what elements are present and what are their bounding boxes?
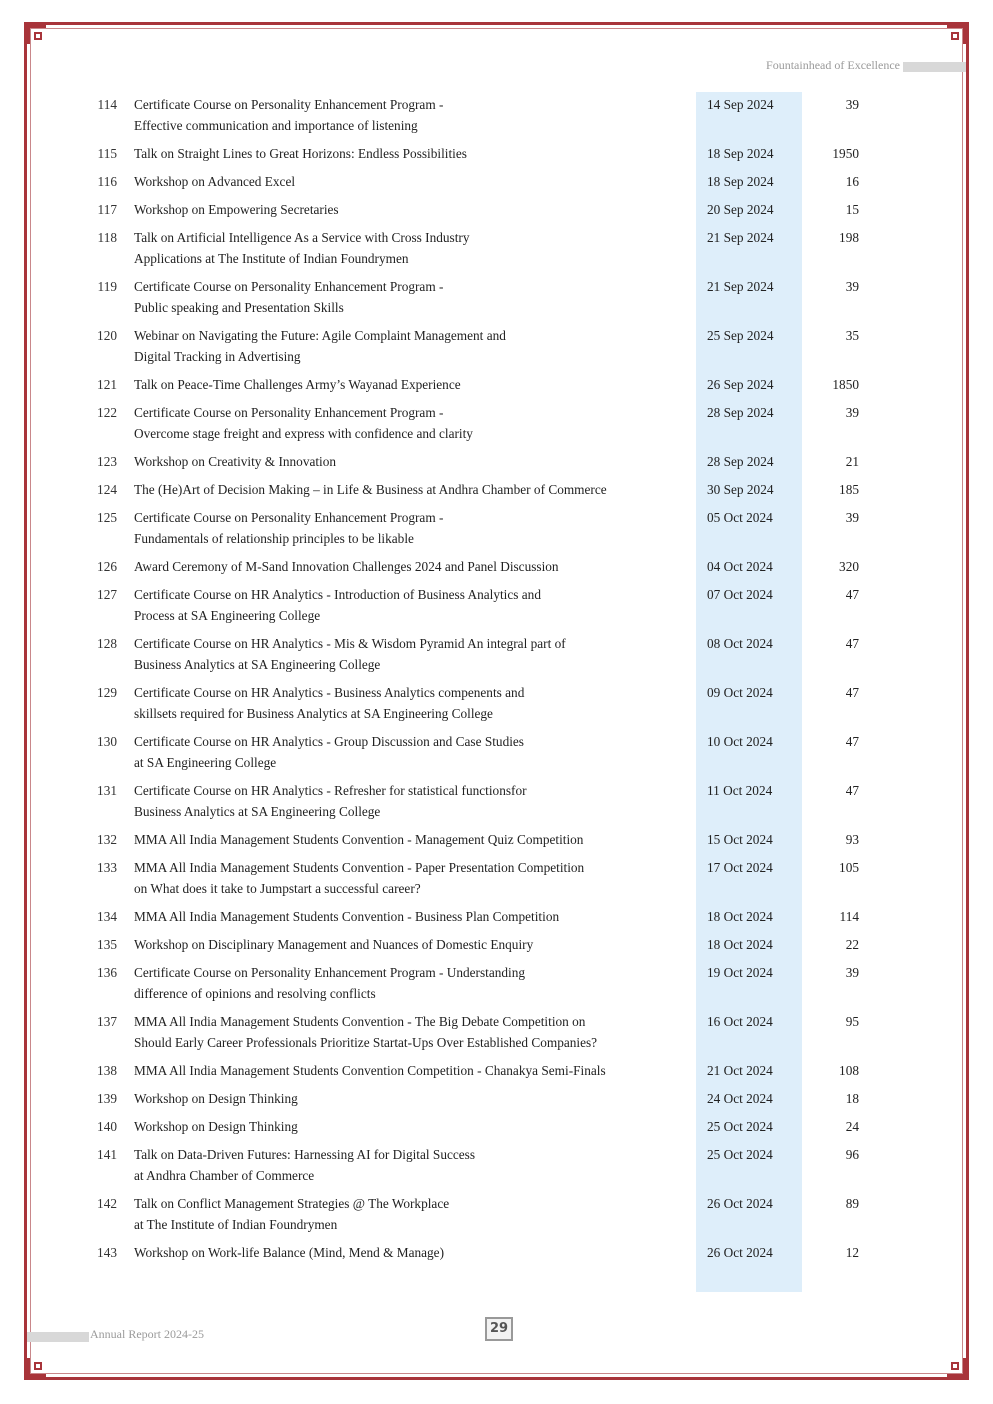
row-number: 133 bbox=[97, 860, 117, 875]
events-table bbox=[0, 94, 993, 1270]
row-number: 114 bbox=[97, 97, 117, 112]
row-count: 35 bbox=[845, 328, 859, 343]
row-number: 132 bbox=[97, 832, 117, 847]
table-row bbox=[0, 906, 993, 934]
row-title: Certificate Course on Personality Enhancement Program - Fundamentals of relationship principles to be likable bbox=[134, 510, 444, 546]
row-title: Workshop on Advanced Excel bbox=[134, 174, 296, 189]
row-date: 17 Oct 2024 bbox=[707, 860, 773, 875]
table-row bbox=[0, 374, 993, 402]
row-title: MMA All India Management Students Convention - The Big Debate Competition on Should Early Career Professionals Prioritize Startat-Ups Over Established Companies? bbox=[134, 1014, 598, 1050]
table-row bbox=[0, 1144, 993, 1193]
row-date: 30 Sep 2024 bbox=[707, 482, 774, 497]
row-title: Certificate Course on Personality Enhancement Program - Overcome stage freight and express with confidence and clarity bbox=[134, 405, 473, 441]
row-count: 47 bbox=[845, 685, 859, 700]
row-date: 08 Oct 2024 bbox=[707, 636, 773, 651]
table-row bbox=[0, 682, 993, 731]
row-title: Talk on Straight Lines to Great Horizons: Endless Possibilities bbox=[134, 146, 467, 161]
row-number: 124 bbox=[97, 482, 117, 497]
row-date: 18 Sep 2024 bbox=[707, 146, 774, 161]
row-date: 18 Oct 2024 bbox=[707, 937, 773, 952]
row-count: 21 bbox=[845, 454, 859, 469]
row-date: 05 Oct 2024 bbox=[707, 510, 773, 525]
row-date: 28 Sep 2024 bbox=[707, 405, 774, 420]
row-title: Certificate Course on HR Analytics - Business Analytics compenents and skillsets required for Business Analytics at SA Engineering College bbox=[134, 685, 525, 721]
header-tagline: Fountainhead of Excellence bbox=[766, 58, 900, 72]
row-title: Certificate Course on HR Analytics - Introduction of Business Analytics and Process at SA Engineering College bbox=[134, 587, 541, 623]
row-date: 18 Oct 2024 bbox=[707, 909, 773, 924]
row-title: Workshop on Empowering Secretaries bbox=[134, 202, 339, 217]
table-row bbox=[0, 94, 993, 143]
row-count: 15 bbox=[845, 202, 859, 217]
table-row bbox=[0, 857, 993, 906]
row-count: 114 bbox=[839, 909, 859, 924]
corner-ornament-icon bbox=[943, 1354, 969, 1380]
row-number: 116 bbox=[97, 174, 117, 189]
row-date: 20 Sep 2024 bbox=[707, 202, 774, 217]
row-date: 26 Oct 2024 bbox=[707, 1245, 773, 1260]
table-row bbox=[0, 962, 993, 1011]
row-title: Talk on Data-Driven Futures: Harnessing AI for Digital Success at Andhra Chamber of Commerce bbox=[134, 1147, 476, 1183]
row-count: 95 bbox=[845, 1014, 859, 1029]
row-date: 18 Sep 2024 bbox=[707, 174, 774, 189]
row-title: Certificate Course on HR Analytics - Group Discussion and Case Studies at SA Engineering College bbox=[134, 734, 524, 770]
row-count: 39 bbox=[845, 97, 859, 112]
corner-ornament-icon bbox=[24, 1354, 50, 1380]
row-count: 18 bbox=[845, 1091, 859, 1106]
row-date: 11 Oct 2024 bbox=[707, 783, 773, 798]
row-number: 115 bbox=[97, 146, 117, 161]
table-row bbox=[0, 1011, 993, 1060]
row-date: 21 Sep 2024 bbox=[707, 279, 774, 294]
row-date: 21 Oct 2024 bbox=[707, 1063, 773, 1078]
row-number: 138 bbox=[97, 1063, 117, 1078]
row-count: 96 bbox=[845, 1147, 859, 1162]
row-count: 47 bbox=[845, 636, 859, 651]
row-number: 130 bbox=[97, 734, 117, 749]
row-title: Workshop on Design Thinking bbox=[134, 1091, 298, 1106]
row-number: 128 bbox=[97, 636, 117, 651]
row-title: Workshop on Creativity & Innovation bbox=[134, 454, 337, 469]
table-row bbox=[0, 633, 993, 682]
table-row bbox=[0, 479, 993, 507]
row-count: 320 bbox=[839, 559, 859, 574]
row-title: Award Ceremony of M-Sand Innovation Challenges 2024 and Panel Discussion bbox=[134, 559, 559, 574]
header-accent-bar bbox=[903, 62, 966, 72]
row-title: Workshop on Work-life Balance (Mind, Mend & Manage) bbox=[134, 1245, 445, 1260]
footer-accent-bar bbox=[27, 1332, 89, 1342]
row-date: 26 Oct 2024 bbox=[707, 1196, 773, 1211]
row-number: 134 bbox=[97, 909, 117, 924]
table-row bbox=[0, 934, 993, 962]
table-row bbox=[0, 276, 993, 325]
row-date: 14 Sep 2024 bbox=[707, 97, 774, 112]
row-count: 1950 bbox=[832, 146, 859, 161]
row-number: 123 bbox=[97, 454, 117, 469]
row-number: 121 bbox=[97, 377, 117, 392]
row-count: 22 bbox=[845, 937, 859, 952]
row-date: 09 Oct 2024 bbox=[707, 685, 773, 700]
row-title: Workshop on Design Thinking bbox=[134, 1119, 298, 1134]
row-number: 127 bbox=[97, 587, 117, 602]
row-date: 19 Oct 2024 bbox=[707, 965, 773, 980]
row-count: 105 bbox=[839, 860, 859, 875]
row-number: 141 bbox=[97, 1147, 117, 1162]
row-date: 21 Sep 2024 bbox=[707, 230, 774, 245]
row-count: 47 bbox=[845, 734, 859, 749]
corner-ornament-icon bbox=[24, 22, 50, 48]
row-count: 12 bbox=[845, 1245, 859, 1260]
row-title: MMA All India Management Students Convention - Paper Presentation Competition on What does it take to Jumpstart a successful career? bbox=[134, 860, 585, 896]
row-number: 126 bbox=[97, 559, 117, 574]
table-row bbox=[0, 1242, 993, 1270]
row-number: 136 bbox=[97, 965, 117, 980]
row-title: Talk on Artificial Intelligence As a Service with Cross Industry Applications at The Institute of Indian Foundrymen bbox=[134, 230, 470, 266]
row-date: 25 Sep 2024 bbox=[707, 328, 774, 343]
table-row bbox=[0, 1060, 993, 1088]
row-count: 39 bbox=[845, 405, 859, 420]
row-number: 143 bbox=[97, 1245, 117, 1260]
table-row bbox=[0, 829, 993, 857]
row-date: 04 Oct 2024 bbox=[707, 559, 773, 574]
row-title: Talk on Conflict Management Strategies @ The Workplace at The Institute of Indian Foundrymen bbox=[134, 1196, 450, 1232]
row-number: 117 bbox=[97, 202, 117, 217]
table-row bbox=[0, 507, 993, 556]
table-row bbox=[0, 1193, 993, 1242]
row-count: 39 bbox=[845, 965, 859, 980]
row-number: 135 bbox=[97, 937, 117, 952]
row-title: Certificate Course on Personality Enhancement Program - Understanding difference of opinions and resolving conflicts bbox=[134, 965, 526, 1001]
row-number: 131 bbox=[97, 783, 117, 798]
row-title: The (He)Art of Decision Making – in Life & Business at Andhra Chamber of Commerce bbox=[134, 482, 607, 497]
table-row bbox=[0, 556, 993, 584]
table-row bbox=[0, 780, 993, 829]
row-number: 140 bbox=[97, 1119, 117, 1134]
row-title: Certificate Course on HR Analytics - Mis & Wisdom Pyramid An integral part of Business Analytics at SA Engineering College bbox=[134, 636, 566, 672]
row-title: MMA All India Management Students Convention - Business Plan Competition bbox=[134, 909, 560, 924]
row-number: 142 bbox=[97, 1196, 117, 1211]
row-number: 119 bbox=[97, 279, 117, 294]
table-row bbox=[0, 199, 993, 227]
row-title: Webinar on Navigating the Future: Agile Complaint Management and Digital Tracking in Advertising bbox=[134, 328, 506, 364]
row-date: 26 Sep 2024 bbox=[707, 377, 774, 392]
row-count: 108 bbox=[839, 1063, 859, 1078]
row-title: Certificate Course on Personality Enhancement Program - Public speaking and Presentation Skills bbox=[134, 279, 444, 315]
row-number: 139 bbox=[97, 1091, 117, 1106]
row-count: 89 bbox=[845, 1196, 859, 1211]
row-number: 137 bbox=[97, 1014, 117, 1029]
table-row bbox=[0, 1088, 993, 1116]
row-title: Workshop on Disciplinary Management and Nuances of Domestic Enquiry bbox=[134, 937, 534, 952]
row-date: 25 Oct 2024 bbox=[707, 1119, 773, 1134]
row-number: 129 bbox=[97, 685, 117, 700]
row-title: Certificate Course on HR Analytics - Refresher for statistical functionsfor Business Analytics at SA Engineering College bbox=[134, 783, 527, 819]
row-date: 07 Oct 2024 bbox=[707, 587, 773, 602]
row-count: 39 bbox=[845, 510, 859, 525]
row-count: 93 bbox=[845, 832, 859, 847]
row-date: 24 Oct 2024 bbox=[707, 1091, 773, 1106]
table-row bbox=[0, 451, 993, 479]
row-number: 122 bbox=[97, 405, 117, 420]
row-count: 24 bbox=[845, 1119, 859, 1134]
table-row bbox=[0, 325, 993, 374]
row-title: Talk on Peace-Time Challenges Army’s Wayanad Experience bbox=[134, 377, 461, 392]
table-row bbox=[0, 731, 993, 780]
row-date: 10 Oct 2024 bbox=[707, 734, 773, 749]
table-row bbox=[0, 402, 993, 451]
row-count: 16 bbox=[845, 174, 859, 189]
row-number: 118 bbox=[97, 230, 117, 245]
table-row bbox=[0, 227, 993, 276]
row-count: 39 bbox=[845, 279, 859, 294]
row-count: 47 bbox=[845, 783, 859, 798]
table-row bbox=[0, 1116, 993, 1144]
table-row bbox=[0, 171, 993, 199]
page-number: 29 bbox=[485, 1317, 513, 1341]
row-title: MMA All India Management Students Convention - Management Quiz Competition bbox=[134, 832, 584, 847]
row-date: 15 Oct 2024 bbox=[707, 832, 773, 847]
row-number: 125 bbox=[97, 510, 117, 525]
row-title: MMA All India Management Students Convention Competition - Chanakya Semi-Finals bbox=[134, 1063, 606, 1078]
row-count: 47 bbox=[845, 587, 859, 602]
row-number: 120 bbox=[97, 328, 117, 343]
corner-ornament-icon bbox=[943, 22, 969, 48]
row-date: 28 Sep 2024 bbox=[707, 454, 774, 469]
row-count: 185 bbox=[839, 482, 859, 497]
table-row bbox=[0, 584, 993, 633]
table-row bbox=[0, 143, 993, 171]
row-title: Certificate Course on Personality Enhancement Program - Effective communication and importance of listening bbox=[134, 97, 444, 133]
row-date: 25 Oct 2024 bbox=[707, 1147, 773, 1162]
row-count: 1850 bbox=[832, 377, 859, 392]
row-date: 16 Oct 2024 bbox=[707, 1014, 773, 1029]
row-count: 198 bbox=[839, 230, 859, 245]
footer-report-label: Annual Report 2024-25 bbox=[90, 1327, 204, 1341]
